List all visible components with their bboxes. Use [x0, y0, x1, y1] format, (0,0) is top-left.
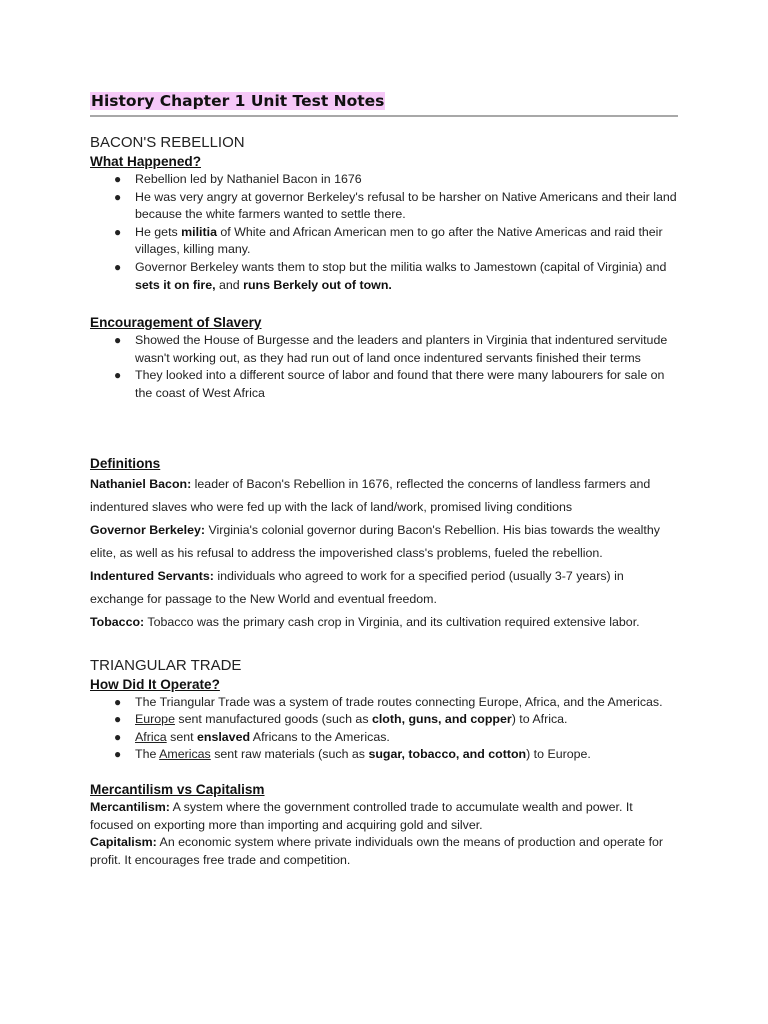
- definition-term: Mercantilism:: [90, 799, 170, 814]
- list-item: [90, 694, 678, 712]
- list-item-text: The Triangular Trade was a system of trade routes connecting Europe, Africa, and the Americas.: [135, 694, 663, 709]
- bold-term: cloth, guns, and copper: [371, 712, 512, 727]
- bullet-icon: ●: [114, 694, 122, 709]
- definition-term: Capitalism:: [90, 835, 157, 850]
- definition-term: Tobacco:: [90, 614, 145, 629]
- trade-list: [90, 694, 678, 764]
- list-item-text: He was very angry at governor Berkeley's refusal to be harsher on Native Americans and their land because the white farmers wanted to settle there.: [135, 189, 677, 222]
- definition-item: [90, 565, 678, 611]
- list-item-text: The: [135, 747, 160, 762]
- list-item-text: sent manufactured goods (such as: [174, 712, 372, 727]
- list-item: [90, 332, 678, 367]
- bullet-icon: ●: [114, 189, 122, 204]
- subheading-encouragement-of-slavery: Encouragement of Slavery: [90, 315, 262, 331]
- bold-term: runs Berkely out of town.: [243, 277, 392, 292]
- list-item: [90, 259, 678, 294]
- document-page: [90, 90, 678, 869]
- list-item: [90, 367, 678, 402]
- bullet-icon: ●: [114, 747, 122, 762]
- list-item-text: and: [215, 277, 244, 292]
- bullet-icon: ●: [114, 729, 122, 744]
- list-item: [90, 729, 678, 747]
- list-item-text: sent raw materials (such as: [210, 747, 369, 762]
- definition-text: A system where the government controlled trade to accumulate wealth and power. It focused on exporting more than importing and acquiring gold and silver.: [90, 799, 633, 832]
- list-item-text: Africans to the Americas.: [250, 729, 390, 744]
- definition-item: [90, 473, 678, 519]
- bullet-icon: ●: [114, 224, 122, 239]
- bold-term: sugar, tobacco, and cotton: [368, 747, 527, 762]
- underlined-term: Africa: [135, 729, 167, 744]
- definition-term: Nathaniel Bacon:: [90, 476, 192, 491]
- list-item: [90, 224, 678, 259]
- definition-text: individuals who agreed to work for a specified period (usually 3-7 years) in exchange for passage to the New World and eventual freedom.: [90, 568, 624, 606]
- document-title: [90, 90, 678, 117]
- bold-term: enslaved: [197, 729, 251, 744]
- list-item-text: Governor Berkeley wants them to stop but the militia walks to Jamestown (capital of Virginia) and: [135, 259, 667, 274]
- section-heading-bacons-rebellion: BACON'S REBELLION: [90, 134, 245, 151]
- list-item-text: Rebellion led by Nathaniel Bacon in 1676: [135, 172, 362, 186]
- list-item-text: of White and African American men to go after the Native Americas and raid their villages, killing many.: [135, 224, 663, 257]
- bullet-icon: ●: [114, 172, 122, 186]
- definition-text: Tobacco was the primary cash crop in Virginia, and its cultivation required extensive labor.: [144, 614, 640, 629]
- subheading-definitions: Definitions: [90, 455, 161, 471]
- definition-term: Governor Berkeley:: [90, 522, 206, 537]
- bullet-icon: ●: [114, 259, 122, 274]
- list-item: [90, 711, 678, 729]
- list-item-text: ) to Europe.: [526, 747, 591, 762]
- subheading-what-happened: What Happened?: [90, 154, 202, 169]
- subheading-mercantilism-vs-capitalism: Mercantilism vs Capitalism: [90, 781, 265, 797]
- list-item-text: ) to Africa.: [511, 712, 568, 727]
- list-item: [90, 746, 678, 764]
- bullet-icon: ●: [114, 712, 122, 727]
- list-item: [90, 171, 678, 189]
- list-item-text: sent: [166, 729, 197, 744]
- what-happened-list: [90, 171, 678, 294]
- definition-text: Virginia's colonial governor during Bacon's Rebellion. His bias towards the wealthy elite, as well as his refusal to address the impoverished class's problems, fueled the rebellion.: [90, 522, 660, 560]
- definition-text: An economic system where private individuals own the means of production and operate for profit. It encourages free trade and competition.: [90, 835, 664, 867]
- bullet-icon: ●: [114, 368, 122, 383]
- definition-item: [90, 799, 678, 834]
- underlined-term: Europe: [135, 712, 175, 727]
- definition-text: leader of Bacon's Rebellion in 1676, reflected the concerns of landless farmers and indentured slaves who were fed up with the lack of land/work, promised living conditions: [90, 476, 651, 514]
- bold-term: sets it on fire,: [135, 277, 216, 292]
- list-item-text: They looked into a different source of labor and found that there were many labourers for sale on the coast of West Africa: [135, 368, 665, 400]
- definition-term: Indentured Servants:: [90, 568, 214, 583]
- list-item-text: He gets: [135, 224, 182, 239]
- list-item: [90, 189, 678, 224]
- list-item-text: Showed the House of Burgesse and the leaders and planters in Virginia that indentured servitude wasn't working out, as they had run out of land once indentured servants finished their terms: [135, 333, 668, 365]
- underlined-term: Americas: [159, 747, 211, 762]
- definition-item: [90, 519, 678, 565]
- bullet-icon: ●: [114, 333, 122, 348]
- bold-term: militia: [181, 224, 217, 239]
- title-highlight: History Chapter 1 Unit Test Notes: [91, 92, 385, 110]
- definition-item: [90, 834, 678, 869]
- definitions-block: [90, 473, 678, 634]
- section-heading-triangular-trade: TRIANGULAR TRADE: [90, 656, 242, 674]
- definition-item: [90, 611, 678, 634]
- subheading-how-did-it-operate: How Did It Operate?: [90, 676, 220, 692]
- mercantilism-capitalism-block: [90, 799, 678, 869]
- slavery-list: [90, 332, 678, 402]
